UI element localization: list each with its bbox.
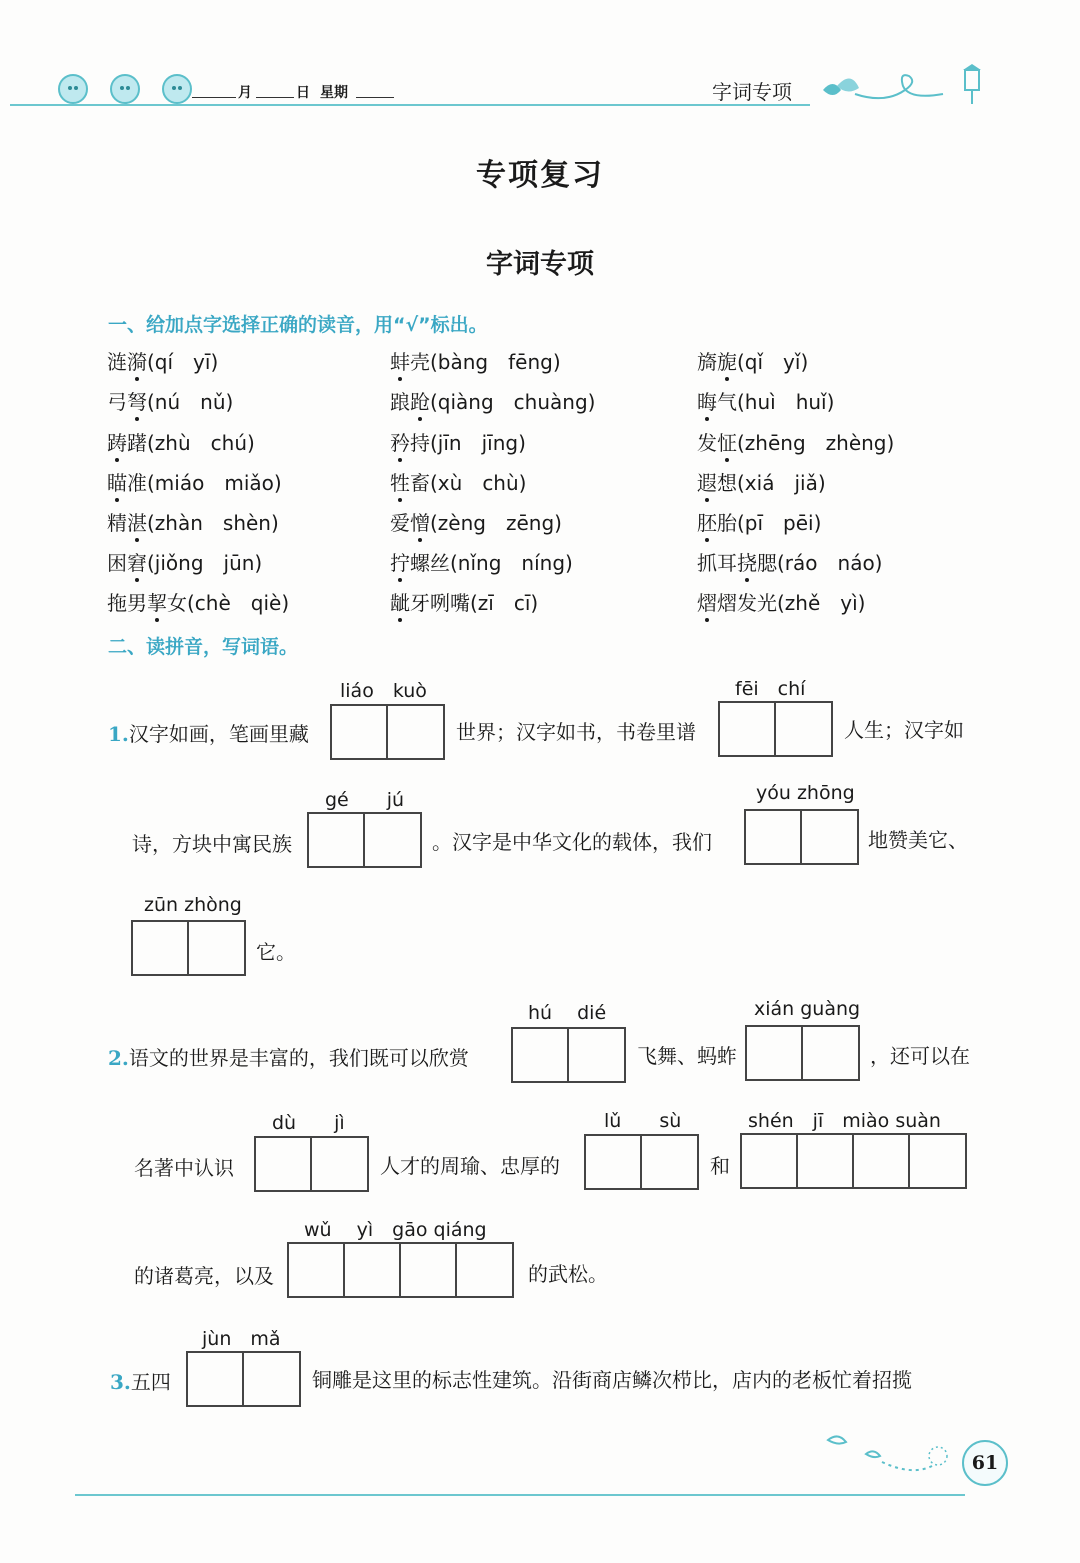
q1-text: 。汉字是中华文化的载体，我们 (432, 830, 712, 854)
item-suffix: (jiǒng jūn) (147, 551, 263, 575)
part2-heading: 二、读拼音，写词语。 (108, 636, 299, 658)
dotted-character: 憎 (410, 507, 430, 536)
footer-rule (75, 1494, 965, 1496)
item-suffix: 持(jīn jīng) (410, 431, 526, 455)
q1-text: 它。 (256, 940, 296, 964)
item-suffix: 牙咧嘴(zī cī) (410, 591, 539, 615)
item-prefix: 抓耳 (697, 551, 737, 575)
q2-text: 名著中认识 (134, 1156, 234, 1180)
answer-boxes[interactable] (330, 704, 445, 760)
q1-text: 1.汉字如画，笔画里藏 (108, 722, 309, 746)
item-suffix: (zhēng zhèng) (737, 431, 895, 455)
pinyin: zūn zhòng (144, 894, 242, 916)
weekday-label: 星期 (320, 85, 348, 101)
item-suffix: 气(huì huǐ) (717, 390, 835, 414)
pinyin-choice-item[interactable] (390, 547, 573, 576)
page-number: 61 (962, 1440, 1008, 1486)
q2-text: 人才的周瑜、忠厚的 (380, 1154, 560, 1178)
item-suffix: 壳(bàng fēng) (410, 350, 561, 374)
dotted-character: 踌 (107, 427, 127, 456)
item-suffix: (zhàn shèn) (147, 511, 279, 535)
q1-text: 世界；汉字如书，书卷里谱 (456, 720, 696, 744)
item-prefix: 发 (697, 431, 717, 455)
pinyin-choice-item[interactable] (390, 587, 538, 616)
month-label: 月 (238, 85, 252, 101)
item-suffix: 螺丝(nǐng níng) (410, 551, 573, 575)
dotted-character: 蚌 (390, 346, 410, 375)
pinyin: xián guàng (754, 998, 861, 1020)
item-prefix: 精 (107, 511, 127, 535)
pinyin: yóu zhōng (756, 782, 855, 804)
birds-decoration-icon (822, 1428, 962, 1488)
page-subtitle: 字词专项 (486, 249, 594, 280)
dotted-character: 湛 (127, 507, 147, 536)
date-blank (256, 97, 294, 98)
pinyin-choice-item[interactable] (107, 587, 289, 616)
item-suffix: 躇(zhù chú) (127, 431, 255, 455)
section-tag: 字词专项 (712, 80, 792, 104)
pinyin-choice-item[interactable] (107, 386, 233, 415)
pinyin-choice-item[interactable] (390, 427, 526, 456)
item-prefix: 旖 (697, 350, 717, 374)
item-suffix: (qiàng chuàng) (430, 390, 596, 414)
dotted-character: 挠 (737, 547, 757, 576)
pinyin: lǔ sù (604, 1110, 682, 1132)
dotted-character: 晦 (697, 386, 717, 415)
answer-boxes[interactable] (511, 1027, 626, 1083)
item-suffix: 想(xiá jiǎ) (717, 471, 826, 495)
smiley-face-icon (162, 74, 192, 104)
pinyin-choice-item[interactable] (390, 386, 595, 415)
header-rule (10, 104, 810, 106)
item-suffix: (qí yī) (147, 350, 219, 374)
date-blank (356, 97, 394, 98)
butterfly-lamp-decoration-icon (815, 64, 995, 110)
page-title: 专项复习 (476, 158, 604, 193)
pinyin-choice-item[interactable] (107, 346, 218, 375)
item-prefix: 爱 (390, 511, 410, 535)
item-suffix: (nú nǔ) (147, 390, 234, 414)
q3-text: 铜雕是这里的标志性建筑。沿街商店鳞次栉比，店内的老板忙着招揽 (312, 1368, 912, 1392)
pinyin: fēi chí (735, 678, 806, 700)
item-suffix: 准(miáo miǎo) (127, 471, 282, 495)
item-suffix: 女(chè qiè) (167, 591, 290, 615)
q2-text: 的诸葛亮，以及 (134, 1264, 274, 1288)
answer-boxes[interactable] (745, 1025, 860, 1081)
q1-text: 地赞美它、 (868, 828, 968, 852)
pinyin: shén jī miào suàn (748, 1110, 941, 1132)
dotted-character: 熠 (697, 587, 717, 616)
pinyin: wǔ yì gāo qiáng (304, 1219, 487, 1241)
smiley-face-icon (58, 74, 88, 104)
dotted-character: 旎 (717, 346, 737, 375)
dotted-character: 挈 (147, 587, 167, 616)
dotted-character: 窘 (127, 547, 147, 576)
pinyin-choice-item[interactable] (697, 507, 821, 536)
dotted-character: 牲 (390, 467, 410, 496)
q1-text: 诗，方块中寓民族 (132, 832, 292, 856)
answer-boxes[interactable] (584, 1134, 699, 1190)
item-prefix: 拖男 (107, 591, 147, 615)
smiley-face-icon (110, 74, 140, 104)
part1-heading: 一、给加点字选择正确的读音，用“√”标出。 (108, 314, 488, 336)
answer-boxes[interactable] (718, 701, 833, 757)
item-suffix: (qǐ yǐ) (737, 350, 809, 374)
item-suffix: 熠发光(zhě yì) (717, 591, 866, 615)
dotted-character: 遐 (697, 467, 717, 496)
q2-text: 和 (710, 1154, 730, 1178)
pinyin-choice-item[interactable] (390, 507, 562, 536)
q2-text: 的武松。 (528, 1262, 608, 1286)
q1-text: 人生；汉字如 (844, 718, 964, 742)
answer-boxes[interactable] (254, 1136, 369, 1192)
pinyin: liáo kuò (340, 680, 427, 702)
pinyin-choice-item[interactable] (390, 346, 561, 375)
item-prefix: 弓 (107, 390, 127, 414)
dotted-character: 瞄 (107, 467, 127, 496)
pinyin-choice-item[interactable] (697, 346, 808, 375)
pinyin-choice-item[interactable] (697, 587, 865, 616)
dotted-character: 弩 (127, 386, 147, 415)
dotted-character: 跄 (410, 386, 430, 415)
q2-text: ，还可以在 (870, 1044, 970, 1068)
q2-text: 2.语文的世界是丰富的，我们既可以欣赏 (108, 1046, 469, 1070)
answer-boxes[interactable] (307, 812, 422, 868)
date-blank (192, 97, 236, 98)
item-prefix: 困 (107, 551, 127, 575)
pinyin: jùn mǎ (202, 1328, 281, 1350)
answer-boxes[interactable] (740, 1133, 967, 1189)
pinyin-choice-item[interactable] (697, 547, 883, 576)
q2-text: 飞舞、蚂蚱 (637, 1044, 737, 1068)
pinyin-choice-item[interactable] (697, 467, 826, 496)
pinyin: gé jú (325, 789, 405, 811)
pinyin-choice-item[interactable] (697, 386, 834, 415)
pinyin: hú dié (528, 1002, 607, 1024)
answer-boxes[interactable] (186, 1351, 301, 1407)
pinyin-choice-item[interactable] (697, 427, 894, 456)
answer-boxes[interactable] (744, 809, 859, 865)
item-prefix: 涟 (107, 350, 127, 374)
pinyin-choice-item[interactable] (107, 467, 282, 496)
dotted-character: 胚 (697, 507, 717, 536)
item-suffix: 畜(xù chù) (410, 471, 527, 495)
item-prefix: 踉 (390, 390, 410, 414)
answer-boxes[interactable] (287, 1242, 514, 1298)
dotted-character: 拧 (390, 547, 410, 576)
item-suffix: (zèng zēng) (430, 511, 562, 535)
pinyin-choice-item[interactable] (390, 467, 526, 496)
item-suffix: 胎(pī pēi) (717, 511, 822, 535)
dotted-character: 怔 (717, 427, 737, 456)
pinyin: dù jì (272, 1112, 345, 1134)
dotted-character: 漪 (127, 346, 147, 375)
pinyin-choice-item[interactable] (107, 507, 279, 536)
q3-text: 3.五四 (110, 1370, 171, 1394)
dotted-character: 龇 (390, 587, 410, 616)
day-label: 日 (296, 85, 310, 101)
item-suffix: 腮(ráo náo) (757, 551, 883, 575)
dotted-character: 矜 (390, 427, 410, 456)
pinyin-choice-item[interactable] (107, 547, 262, 576)
answer-boxes[interactable] (131, 920, 246, 976)
pinyin-choice-item[interactable] (107, 427, 255, 456)
